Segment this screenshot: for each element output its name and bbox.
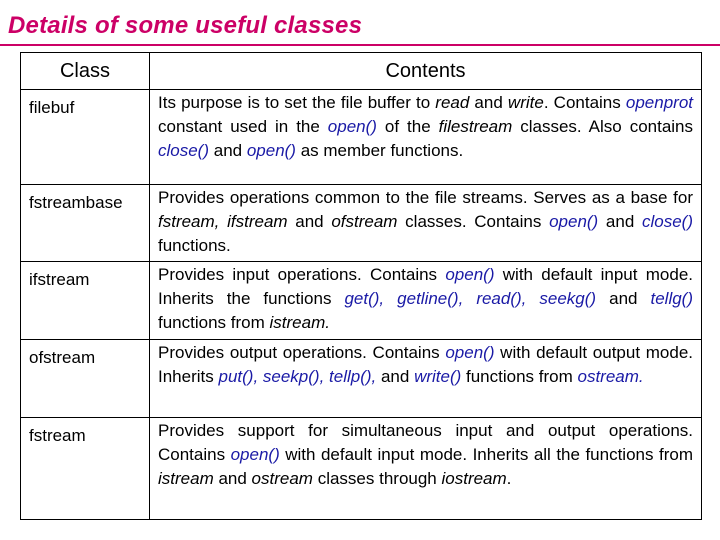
table-row	[21, 90, 702, 185]
description-text: and	[598, 212, 642, 231]
classes-table	[20, 52, 702, 520]
description-text: with default input mode. Inherits all the functions from	[279, 445, 693, 464]
code-term: open()	[230, 445, 280, 464]
description-text: . Contains	[543, 93, 626, 112]
description-text: .	[506, 469, 512, 488]
class-name-cell: fstream	[21, 418, 150, 520]
code-term: get(), getline(), read(), seekg()	[344, 289, 597, 308]
description-text: functions.	[158, 236, 231, 255]
code-term: open()	[246, 141, 296, 160]
code-term: open()	[549, 212, 599, 231]
class-name-cell: ifstream	[21, 262, 150, 340]
table-row	[21, 418, 702, 520]
description-text: and	[209, 141, 247, 160]
contents-cell	[150, 418, 702, 520]
code-term: openprot	[625, 93, 694, 112]
description-text: constant used in the	[158, 117, 328, 136]
class-name-cell: filebuf	[21, 90, 150, 185]
code-term: close()	[158, 141, 210, 160]
table-row	[21, 185, 702, 262]
table-row	[21, 340, 702, 418]
emphasis-term: ostream	[251, 469, 313, 488]
class-name-cell: fstreambase	[21, 185, 150, 262]
description-text: and	[287, 212, 332, 231]
column-header-contents: Contents	[150, 53, 702, 90]
contents-cell	[150, 185, 702, 262]
emphasis-term: ofstream	[331, 212, 398, 231]
emphasis-term: istream	[158, 469, 214, 488]
slide-title: Details of some useful classes	[8, 12, 363, 39]
contents-cell	[150, 90, 702, 185]
description-text: and	[469, 93, 508, 112]
code-term: open()	[445, 265, 495, 284]
column-header-class: Class	[21, 53, 150, 90]
description-text: and	[213, 469, 252, 488]
emphasis-term: iostream	[441, 469, 507, 488]
description-text: classes through	[312, 469, 442, 488]
class-name-cell: ofstream	[21, 340, 150, 418]
header-row	[21, 53, 702, 90]
description-text: Provides output operations. Contains	[158, 343, 446, 362]
contents-cell	[150, 340, 702, 418]
description-text: Its purpose is to set the file buffer to	[158, 93, 436, 112]
description-text: of the	[376, 117, 439, 136]
description-text: as member functions.	[295, 141, 464, 160]
emphasis-term: read	[435, 93, 470, 112]
code-term: write()	[414, 367, 462, 386]
description-text: and	[376, 367, 415, 386]
code-term: ostream.	[577, 367, 644, 386]
description-text: Provides input operations. Contains	[158, 265, 446, 284]
contents-cell	[150, 262, 702, 340]
emphasis-term: istream.	[269, 313, 330, 332]
emphasis-term: filestream	[438, 117, 513, 136]
description-text: with default output mode. Inherits	[158, 343, 693, 386]
description-text: functions from	[158, 313, 270, 332]
code-term: open()	[327, 117, 377, 136]
description-text: functions from	[461, 367, 578, 386]
description-text: Provides support for simultaneous input and output operations. Contains	[158, 421, 693, 464]
code-term: open()	[445, 343, 495, 362]
code-term: put(), seekp(), tellp(),	[218, 367, 377, 386]
table-row	[21, 262, 702, 340]
description-text: with default input mode. Inherits the functions	[158, 265, 693, 308]
description-text: Provides operations common to the file streams. Serves as a base for	[158, 188, 693, 207]
code-term: close()	[641, 212, 693, 231]
description-text: classes. Also contains	[512, 117, 694, 136]
emphasis-term: fstream, ifstream	[158, 212, 288, 231]
description-text: classes. Contains	[397, 212, 550, 231]
title-underline	[0, 44, 720, 46]
description-text: and	[596, 289, 651, 308]
code-term: tellg()	[650, 289, 694, 308]
emphasis-term: write	[507, 93, 544, 112]
